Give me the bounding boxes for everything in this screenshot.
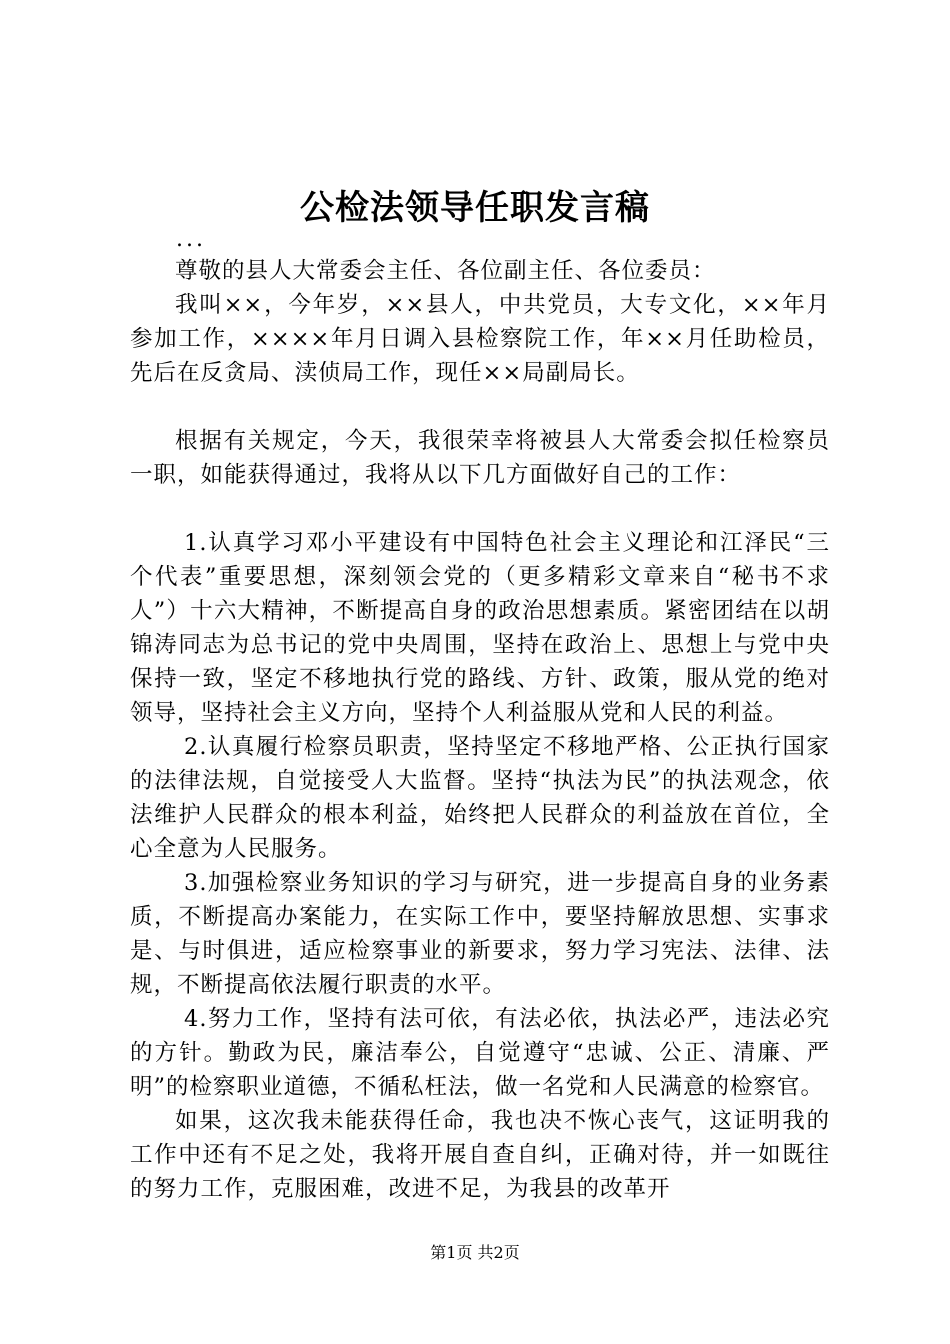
item-4-paragraph: 4.努力工作，坚持有法可依，有法必依，执法必严，违法必究的方针。勤政为民，廉洁奉公，自觉遵守“忠诚、公正、清廉、严明”的检察职业道德，不循私枉法，做一名党和人民满意的检察官。: [130, 1006, 830, 1100]
basis-paragraph: 根据有关规定，今天，我很荣幸将被县人大常委会拟任检察员一职，如能获得通过，我将从以下几方面做好自己的工作：: [130, 428, 830, 488]
item-1-paragraph: 1.认真学习邓小平建设有中国特色社会主义理论和江泽民“三个代表”重要思想，深刻领会党的（更多精彩文章来自“秘书不求人”）十六大精神，不断提高自身的政治思想素质。紧密团结在以胡锦涛同志为总书记的党中央周围，坚持在政治上、思想上与党中央保持一致，坚定不移地执行党的路线、方针、政策，服从党的绝对领导，坚持社会主义方向，坚持个人利益服从党和人民的利益。: [130, 530, 830, 726]
closing-paragraph: 如果，这次我未能获得任命，我也决不恢心丧气，这证明我的工作中还有不足之处，我将开展自查自纠，正确对待，并一如既往的努力工作，克服困难，改进不足，为我县的改革开: [130, 1108, 830, 1202]
ellipsis-mark: ...: [176, 227, 206, 252]
document-body: [130, 254, 830, 1206]
item-3-paragraph: 3.加强检察业务知识的学习与研究，进一步提高自身的业务素质，不断提高办案能力，在实际工作中，要坚持解放思想、实事求是、与时俱进，适应检察事业的新要求，努力学习宪法、法律、法规，不断提高依法履行职责的水平。: [130, 870, 830, 998]
document-title: 公检法领导任职发言稿: [300, 188, 650, 228]
salutation-paragraph: 尊敬的县人大常委会主任、各位副主任、各位委员：: [175, 258, 716, 284]
intro-paragraph: 我叫××，今年岁，××县人，中共党员，大专文化，××年月参加工作，××××年月日调入县检察院工作，年××月任助检员，先后在反贪局、渎侦局工作，现任××局副局长。: [130, 292, 830, 386]
page-footer: 第1页 共2页: [430, 1243, 520, 1262]
item-2-paragraph: 2.认真履行检察员职责，坚持坚定不移地严格、公正执行国家的法律法规，自觉接受人大监督。坚持“执法为民”的执法观念，依法维护人民群众的根本利益，始终把人民群众的利益放在首位，全心全意为人民服务。: [130, 734, 830, 862]
